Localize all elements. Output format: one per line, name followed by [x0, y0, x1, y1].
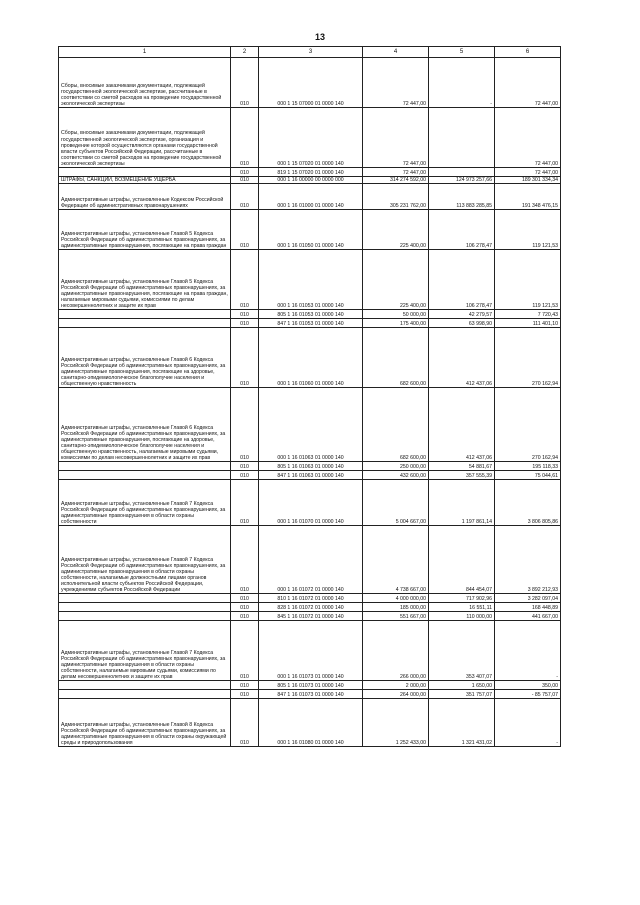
row-remaining-cell: -	[495, 621, 561, 681]
row-executed-cell: 1 650,00	[429, 681, 495, 690]
row-admin-cell: 010	[231, 681, 259, 690]
table-row	[59, 603, 561, 612]
row-code-cell: 810 1 16 01072 01 0000 140	[259, 594, 363, 603]
row-name-cell: Административные штрафы, установленные Главой 5 Кодекса Российской Федерации об административных правонарушениях, за административные правонарушения, посягающие на права граждан	[59, 210, 231, 250]
table-row	[59, 250, 561, 310]
row-admin-cell: 010	[231, 690, 259, 699]
row-plan-cell: 264 000,00	[363, 690, 429, 699]
row-admin-cell: 010	[231, 210, 259, 250]
row-plan-cell: 4 738 667,00	[363, 526, 429, 594]
row-remaining-cell: 3 282 097,04	[495, 594, 561, 603]
row-remaining-cell: 350,00	[495, 681, 561, 690]
row-plan-cell: 72 447,00	[363, 168, 429, 177]
table-row	[59, 480, 561, 526]
row-plan-cell: 314 274 592,00	[363, 177, 429, 184]
table-row	[59, 621, 561, 681]
table-row	[59, 184, 561, 210]
row-executed-cell: 717 902,96	[429, 594, 495, 603]
row-code-cell: 805 1 16 01053 01 0000 140	[259, 310, 363, 319]
row-executed-cell: 1 321 431,02	[429, 699, 495, 747]
row-admin-cell: 010	[231, 319, 259, 328]
row-code-cell: 000 1 16 01063 01 0000 140	[259, 388, 363, 462]
row-remaining-cell: 191 348 476,15	[495, 184, 561, 210]
row-name-cell: Административные штрафы, установленные Кодексом Российской Федерации об административных правонарушениях	[59, 184, 231, 210]
row-remaining-cell: 7 720,43	[495, 310, 561, 319]
table-row	[59, 168, 561, 177]
row-admin-cell: 010	[231, 184, 259, 210]
table-row	[59, 177, 561, 184]
table-row	[59, 681, 561, 690]
row-code-cell: 000 1 16 01053 01 0000 140	[259, 250, 363, 310]
row-code-cell: 000 1 16 01073 01 0000 140	[259, 621, 363, 681]
row-executed-cell: 412 437,06	[429, 328, 495, 388]
row-plan-cell: 72 447,00	[363, 58, 429, 108]
row-name-cell	[59, 681, 231, 690]
row-name-cell: Административные штрафы, установленные Главой 6 Кодекса Российской Федерации об административных правонарушениях, за административные правонарушения, посягающие на здоровье, санитарно-эпидемиологическое благополучие населения и общественную нравственность, налагаемые мировыми судьями, комиссиями по делам несовершеннолетних и защите их прав	[59, 388, 231, 462]
row-admin-cell: 010	[231, 177, 259, 184]
row-admin-cell: 010	[231, 526, 259, 594]
row-code-cell: 845 1 16 01072 01 0000 140	[259, 612, 363, 621]
row-name-cell	[59, 603, 231, 612]
row-code-cell: 847 1 16 01073 01 0000 140	[259, 690, 363, 699]
row-code-cell: 000 1 15 07020 01 0000 140	[259, 108, 363, 168]
row-code-cell: 000 1 16 01072 01 0000 140	[259, 526, 363, 594]
row-executed-cell: 351 757,07	[429, 690, 495, 699]
row-name-cell	[59, 690, 231, 699]
row-plan-cell: 185 000,00	[363, 603, 429, 612]
row-name-cell: Сборы, вносимые заказчиками документации, подлежащей государственной экологической экспертизе, рассчитанные в соответствии со сметой расходов на проведение государственной экологической экспертизы	[59, 58, 231, 108]
row-code-cell: 819 1 15 07020 01 0000 140	[259, 168, 363, 177]
row-executed-cell: 106 278,47	[429, 210, 495, 250]
column-header: 4	[363, 47, 429, 58]
row-admin-cell: 010	[231, 699, 259, 747]
table-row	[59, 594, 561, 603]
row-admin-cell: 010	[231, 603, 259, 612]
row-plan-cell: 2 000,00	[363, 681, 429, 690]
row-admin-cell: 010	[231, 108, 259, 168]
row-code-cell: 805 1 16 01063 01 0000 140	[259, 462, 363, 471]
column-header: 1	[59, 47, 231, 58]
row-name-cell	[59, 319, 231, 328]
column-header: 3	[259, 47, 363, 58]
row-remaining-cell: - 85 757,07	[495, 690, 561, 699]
table-row	[59, 58, 561, 108]
row-name-cell: Сборы, вносимые заказчиками документации, подлежащей государственной экологической экспертизе, организация и проведение которой осуществляются органами государственной власти субъектов Российской Федерации, рассчитанные в соответствии со сметой расходов на проведение государственной экологической экспертизы	[59, 108, 231, 168]
row-admin-cell: 010	[231, 310, 259, 319]
row-executed-cell: 113 883 285,85	[429, 184, 495, 210]
table-row	[59, 108, 561, 168]
row-plan-cell: 225 400,00	[363, 210, 429, 250]
column-header: 5	[429, 47, 495, 58]
row-remaining-cell: 168 448,89	[495, 603, 561, 612]
row-code-cell: 847 1 16 01053 01 0000 140	[259, 319, 363, 328]
row-code-cell: 000 1 16 01000 01 0000 140	[259, 184, 363, 210]
row-executed-cell: 844 454,07	[429, 526, 495, 594]
row-remaining-cell: -	[495, 699, 561, 747]
row-code-cell: 847 1 16 01063 01 0000 140	[259, 471, 363, 480]
row-admin-cell: 010	[231, 471, 259, 480]
row-code-cell: 000 1 16 01070 01 0000 140	[259, 480, 363, 526]
row-name-cell: Административные штрафы, установленные Главой 7 Кодекса Российской Федерации об административных правонарушениях, за административные правонарушения в области охраны собственности, налагаемые мировыми судьями, комиссиями по делам несовершеннолетних и защите их прав	[59, 621, 231, 681]
row-remaining-cell: 119 121,53	[495, 250, 561, 310]
row-executed-cell: 357 555,39	[429, 471, 495, 480]
row-name-cell: Административные штрафы, установленные Главой 8 Кодекса Российской Федерации об административных правонарушениях, за административные правонарушения в области охраны окружающей среды и природопользования	[59, 699, 231, 747]
row-code-cell: 828 1 16 01072 01 0000 140	[259, 603, 363, 612]
row-remaining-cell: 119 121,53	[495, 210, 561, 250]
table-header-row	[59, 47, 561, 58]
table-row	[59, 328, 561, 388]
row-name-cell	[59, 462, 231, 471]
row-name-cell	[59, 612, 231, 621]
table-body	[59, 58, 561, 747]
row-admin-cell: 010	[231, 594, 259, 603]
row-executed-cell: -	[429, 58, 495, 108]
row-plan-cell: 72 447,00	[363, 108, 429, 168]
row-remaining-cell: 3 806 805,86	[495, 480, 561, 526]
row-plan-cell: 305 231 762,00	[363, 184, 429, 210]
row-admin-cell: 010	[231, 328, 259, 388]
table-row	[59, 690, 561, 699]
page-number: 13	[314, 32, 325, 42]
row-admin-cell: 010	[231, 612, 259, 621]
row-remaining-cell: 72 447,00	[495, 58, 561, 108]
row-remaining-cell: 441 667,00	[495, 612, 561, 621]
row-plan-cell: 682 600,00	[363, 328, 429, 388]
budget-table	[58, 46, 561, 747]
row-name-cell: Административные штрафы, установленные Главой 5 Кодекса Российской Федерации об административных правонарушениях, за административные правонарушения, посягающие на права граждан, налагаемые мировыми судьями, комиссиями по делам несовершеннолетних и защите их прав	[59, 250, 231, 310]
row-remaining-cell: 195 118,33	[495, 462, 561, 471]
row-name-cell: Административные штрафы, установленные Главой 7 Кодекса Российской Федерации об административных правонарушениях, за административные правонарушения в области охраны собственности, налагаемые должностными лицами органов исполнительной власти субъектов Российской Федерации, учреждениями субъектов Российской Федерации	[59, 526, 231, 594]
row-executed-cell: 124 973 257,66	[429, 177, 495, 184]
row-remaining-cell: 111 401,10	[495, 319, 561, 328]
row-code-cell: 000 1 15 07000 01 0000 140	[259, 58, 363, 108]
row-plan-cell: 50 000,00	[363, 310, 429, 319]
row-name-cell: ШТРАФЫ, САНКЦИИ, ВОЗМЕЩЕНИЕ УЩЕРБА	[59, 177, 231, 184]
table-row	[59, 210, 561, 250]
row-remaining-cell: 3 892 212,93	[495, 526, 561, 594]
row-admin-cell: 010	[231, 462, 259, 471]
row-remaining-cell: 270 162,94	[495, 328, 561, 388]
row-plan-cell: 175 400,00	[363, 319, 429, 328]
row-admin-cell: 010	[231, 388, 259, 462]
table-row	[59, 699, 561, 747]
row-remaining-cell: 75 044,61	[495, 471, 561, 480]
row-plan-cell: 682 600,00	[363, 388, 429, 462]
row-plan-cell: 266 000,00	[363, 621, 429, 681]
row-executed-cell: 1 197 861,14	[429, 480, 495, 526]
table-row	[59, 462, 561, 471]
row-plan-cell: 4 000 000,00	[363, 594, 429, 603]
table-row	[59, 319, 561, 328]
row-executed-cell	[429, 108, 495, 168]
row-executed-cell: 54 881,67	[429, 462, 495, 471]
row-admin-cell: 010	[231, 168, 259, 177]
row-code-cell: 000 1 16 00000 00 0000 000	[259, 177, 363, 184]
column-header: 2	[231, 47, 259, 58]
row-executed-cell: 412 437,06	[429, 388, 495, 462]
row-admin-cell: 010	[231, 480, 259, 526]
row-remaining-cell: 189 301 334,34	[495, 177, 561, 184]
row-name-cell: Административные штрафы, установленные Главой 6 Кодекса Российской Федерации об административных правонарушениях, за административные правонарушения, посягающие на здоровье, санитарно-эпидемиологическое благополучие населения и общественную нравственность	[59, 328, 231, 388]
row-plan-cell: 5 004 667,00	[363, 480, 429, 526]
row-plan-cell: 1 252 433,00	[363, 699, 429, 747]
row-executed-cell: 63 998,90	[429, 319, 495, 328]
row-name-cell	[59, 471, 231, 480]
row-executed-cell: 16 551,11	[429, 603, 495, 612]
row-executed-cell: 42 279,57	[429, 310, 495, 319]
column-header: 6	[495, 47, 561, 58]
row-name-cell	[59, 168, 231, 177]
row-admin-cell: 010	[231, 621, 259, 681]
row-executed-cell: 110 000,00	[429, 612, 495, 621]
row-remaining-cell: 270 162,94	[495, 388, 561, 462]
table-row	[59, 388, 561, 462]
row-plan-cell: 225 400,00	[363, 250, 429, 310]
row-plan-cell: 432 600,00	[363, 471, 429, 480]
row-name-cell: Административные штрафы, установленные Главой 7 Кодекса Российской Федерации об административных правонарушениях, за административные правонарушения в области охраны собственности	[59, 480, 231, 526]
row-code-cell: 000 1 16 01080 01 0000 140	[259, 699, 363, 747]
row-plan-cell: 551 667,00	[363, 612, 429, 621]
table-row	[59, 526, 561, 594]
row-remaining-cell: 72 447,00	[495, 108, 561, 168]
row-name-cell	[59, 594, 231, 603]
row-executed-cell: 106 278,47	[429, 250, 495, 310]
table-row	[59, 310, 561, 319]
table-row	[59, 471, 561, 480]
row-code-cell: 805 1 16 01073 01 0000 140	[259, 681, 363, 690]
row-remaining-cell: 72 447,00	[495, 168, 561, 177]
row-plan-cell: 250 000,00	[363, 462, 429, 471]
row-admin-cell: 010	[231, 250, 259, 310]
table-row	[59, 612, 561, 621]
row-code-cell: 000 1 16 01050 01 0000 140	[259, 210, 363, 250]
row-name-cell	[59, 310, 231, 319]
row-executed-cell: 353 407,07	[429, 621, 495, 681]
row-code-cell: 000 1 16 01060 01 0000 140	[259, 328, 363, 388]
row-executed-cell	[429, 168, 495, 177]
row-admin-cell: 010	[231, 58, 259, 108]
